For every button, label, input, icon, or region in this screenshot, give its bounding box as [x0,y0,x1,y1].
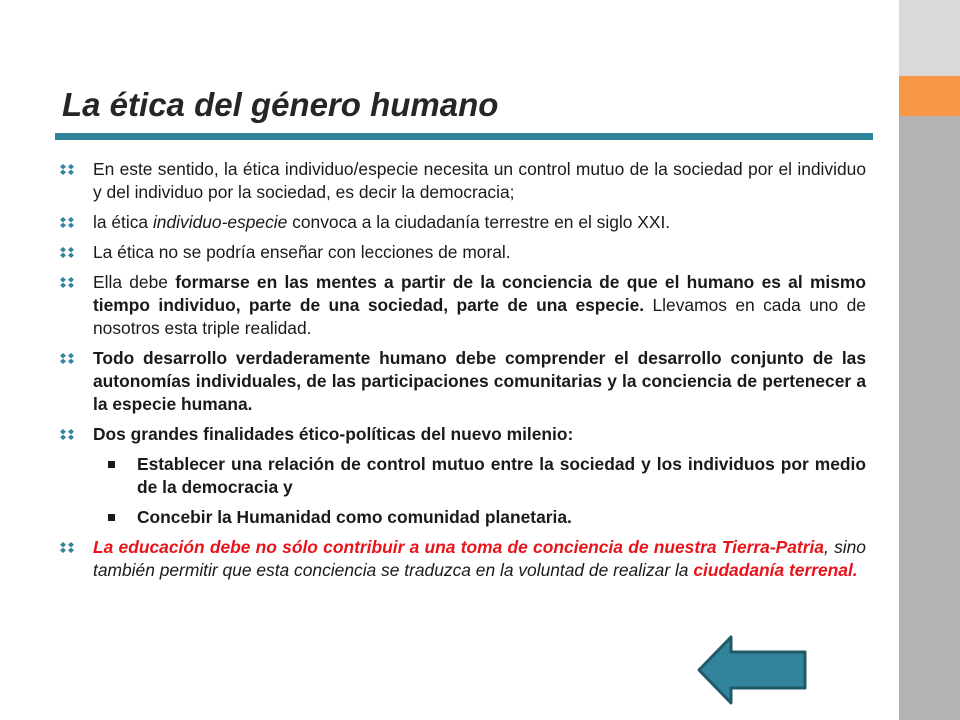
diamond-bullet-icon [60,429,74,440]
item-text-bold: formarse en las mentes a partir de la conciencia de que el humano es al mismo tiempo individuo, parte de una sociedad, parte de una especie. [93,272,866,315]
item-text: , sino también permitir que esta conciencia se traduzca en la voluntad de realizar la [93,537,866,580]
list-item [60,347,866,416]
item-text-italic: individuo-especie [152,212,288,232]
diamond-bullet-icon [60,542,74,553]
list-item [60,536,866,582]
list-item [60,423,866,446]
sub-list-item [103,506,866,529]
diamond-bullet-icon [60,247,74,258]
sidebar-accent-block [899,76,960,116]
diamond-bullet-icon [60,353,74,364]
bullet-list [60,158,866,589]
square-bullet-icon [108,514,115,521]
item-text-highlight: ciudadanía terrenal. [693,560,858,580]
diamond-bullet-icon [60,164,74,175]
item-text: convoca a la ciudadanía terrestre en el siglo XXI. [287,212,671,232]
item-text: Dos grandes finalidades ético-políticas del nuevo milenio: [93,424,574,444]
item-text: La ética no se podría enseñar con lecciones de moral. [93,242,511,262]
diamond-bullet-icon [60,277,74,288]
item-text-highlight: La educación debe no sólo contribuir a una toma de conciencia de nuestra Tierra-Patria [93,537,824,557]
item-text: la ética [93,212,153,232]
list-item [60,211,866,234]
list-item [60,158,866,204]
item-text: Llevamos en cada uno de nosotros esta triple realidad. [93,295,866,338]
item-text: En este sentido, la ética individuo/especie necesita un control mutuo de la sociedad por el individuo y del individuo por la sociedad, es decir la democracia; [93,159,866,202]
sidebar-top-panel [899,0,960,76]
slide-title: La ética del género humano [62,86,499,123]
item-text: Ella debe [93,272,176,292]
item-text: Establecer una relación de control mutuo entre la sociedad y los individuos por medio de la democracia y [137,454,866,497]
sidebar-bottom-panel [899,116,960,720]
diamond-bullet-icon [60,217,74,228]
item-text: Todo desarrollo verdaderamente humano debe comprender el desarrollo conjunto de las autonomías individuales, de las participaciones comunitarias y la conciencia de pertenecer a la especie humana. [93,348,866,414]
back-arrow-icon[interactable] [697,634,809,706]
list-item [60,241,866,264]
square-bullet-icon [108,461,115,468]
item-text: Concebir la Humanidad como comunidad planetaria. [137,507,572,527]
sub-list-item [103,453,866,499]
title-underline [55,133,873,140]
list-item [60,271,866,340]
